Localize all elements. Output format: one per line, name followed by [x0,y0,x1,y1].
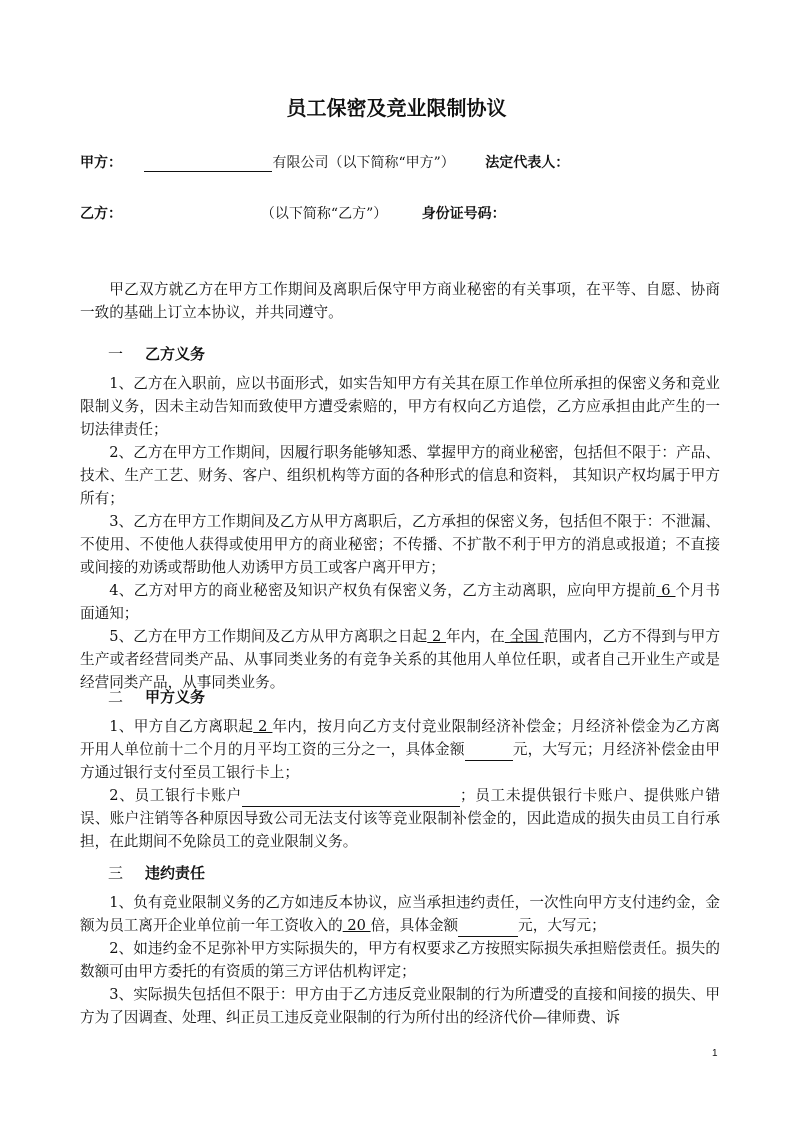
party-a-label: 甲方： [80,155,122,171]
section-3-title: 违约责任 [145,864,206,882]
s3-clause-1: 1、负有竞业限制义务的乙方如违反本协议，应当承担违约责任，一次性向甲方支付违约金，金额为员工离开企业单位前一年工资收入的 20 倍，具体金额 元，大写元； [80,891,720,937]
party-a-line [80,154,569,172]
section-2-number: 二 [108,688,124,706]
s1-clause-1: 1、乙方在入职前，应以书面形式，如实告知甲方有关其在原工作单位所承担的保密义务和竞业限制义务，因未主动告知而致使甲方遭受索赔的，甲方有权向乙方追偿，乙方应承担由此产生的一切法律责任； [80,375,720,438]
section-3-body [80,891,720,1029]
s1-clause-3: 3、乙方在甲方工作期间及乙方从甲方离职后，乙方承担的保密义务，包括但不限于：不泄漏、不使用、不使他人获得或使用甲方的商业秘密；不传播、不扩散不利于甲方的消息或报道；不直接或间接的劝诱或帮助他人劝诱甲方员工或客户离开甲方； [80,513,720,576]
section-2-body [80,715,720,853]
party-b-label: 乙方： [80,206,122,222]
party-a-suffix: 有限公司（以下简称“甲方”） [272,155,455,171]
section-1-title: 乙方义务 [145,345,206,363]
section-3-heading [108,862,205,883]
party-a-rep-label: 法定代表人： [485,155,570,171]
s1-clause-4: 4、乙方对甲方的商业秘密及知识产权负有保密义务，乙方主动离职，应向甲方提前 6 个月书面通知； [80,582,720,622]
penalty-multiple-value: 20 [342,917,371,934]
s2-clause-1: 1、甲方自乙方离职起 2 年内，按月向乙方支付竞业限制经济补偿金；月经济补偿金为乙方离开用人单位前十二个月的月平均工资的三分之一，具体金额 元，大写元；月经济补偿金由甲方通过银行支付至员工银行卡上； [80,718,720,781]
party-a-name-blank [144,155,272,172]
party-b-id-label: 身份证号码： [421,206,506,222]
section-1-heading [108,343,205,364]
bank-account-blank [242,790,460,807]
notice-months-value: 6 [656,582,676,599]
page-number: 1 [712,1048,718,1059]
section-2-title: 甲方义务 [145,688,206,706]
compensation-amount-blank [465,744,513,761]
intro-paragraph: 甲乙双方就乙方在甲方工作期间及离职后保守甲方商业秘密的有关事项，在平等、自愿、协商一致的基础上订立本协议，并共同遵守。 [80,281,720,321]
s3-clause-3: 3、实际损失包括但不限于：甲方由于乙方违反竞业限制的行为所遭受的直接和间接的损失、甲方为了因调查、处理、纠正员工违反竞业限制的行为所付出的经济代价—律师费、诉 [80,986,720,1026]
s3-clause-2: 2、如违约金不足弥补甲方实际损失的，甲方有权要求乙方按照实际损失承担赔偿责任。损失的数额可由甲方委托的有资质的第三方评估机构评定； [80,940,720,980]
compensation-years-value: 2 [253,718,273,735]
party-b-line [80,205,506,223]
s2-clause-2: 2、员工银行卡账户 ；员工未提供银行卡账户、提供账户错误、账户注销等各种原因导致公司无法支付该等竞业限制补偿金的，因此造成的损失由员工自行承担，在此期间不免除员工的竞业限制义务。 [80,787,720,850]
section-3-number: 三 [108,864,124,882]
document-title: 员工保密及竞业限制协议 [286,96,507,120]
restriction-scope-value: 全国 [504,628,544,645]
section-2-heading [108,686,205,707]
s1-clause-5: 5、乙方在甲方工作期间及乙方从甲方离职之日起 2 年内，在 全国 范围内，乙方不得到与甲方生产或者经营同类产品、从事同类业务的有竞争关系的其他用人单位任职，或者自己开业生产或是经营同类产品，从事同类业务。 [80,628,720,691]
s1-clause-2: 2、乙方在甲方工作期间，因履行职务能够知悉、掌握甲方的商业秘密，包括但不限于：产品、技术、生产工艺、财务、客户、组织机构等方面的各种形式的信息和资料， 其知识产权均属于甲方所有； [80,444,720,507]
section-1-body [80,372,720,694]
section-1-number: 一 [108,345,124,363]
restriction-years-value: 2 [427,628,447,645]
penalty-amount-blank [458,920,518,937]
party-b-suffix: （以下简称“乙方”） [260,206,388,222]
